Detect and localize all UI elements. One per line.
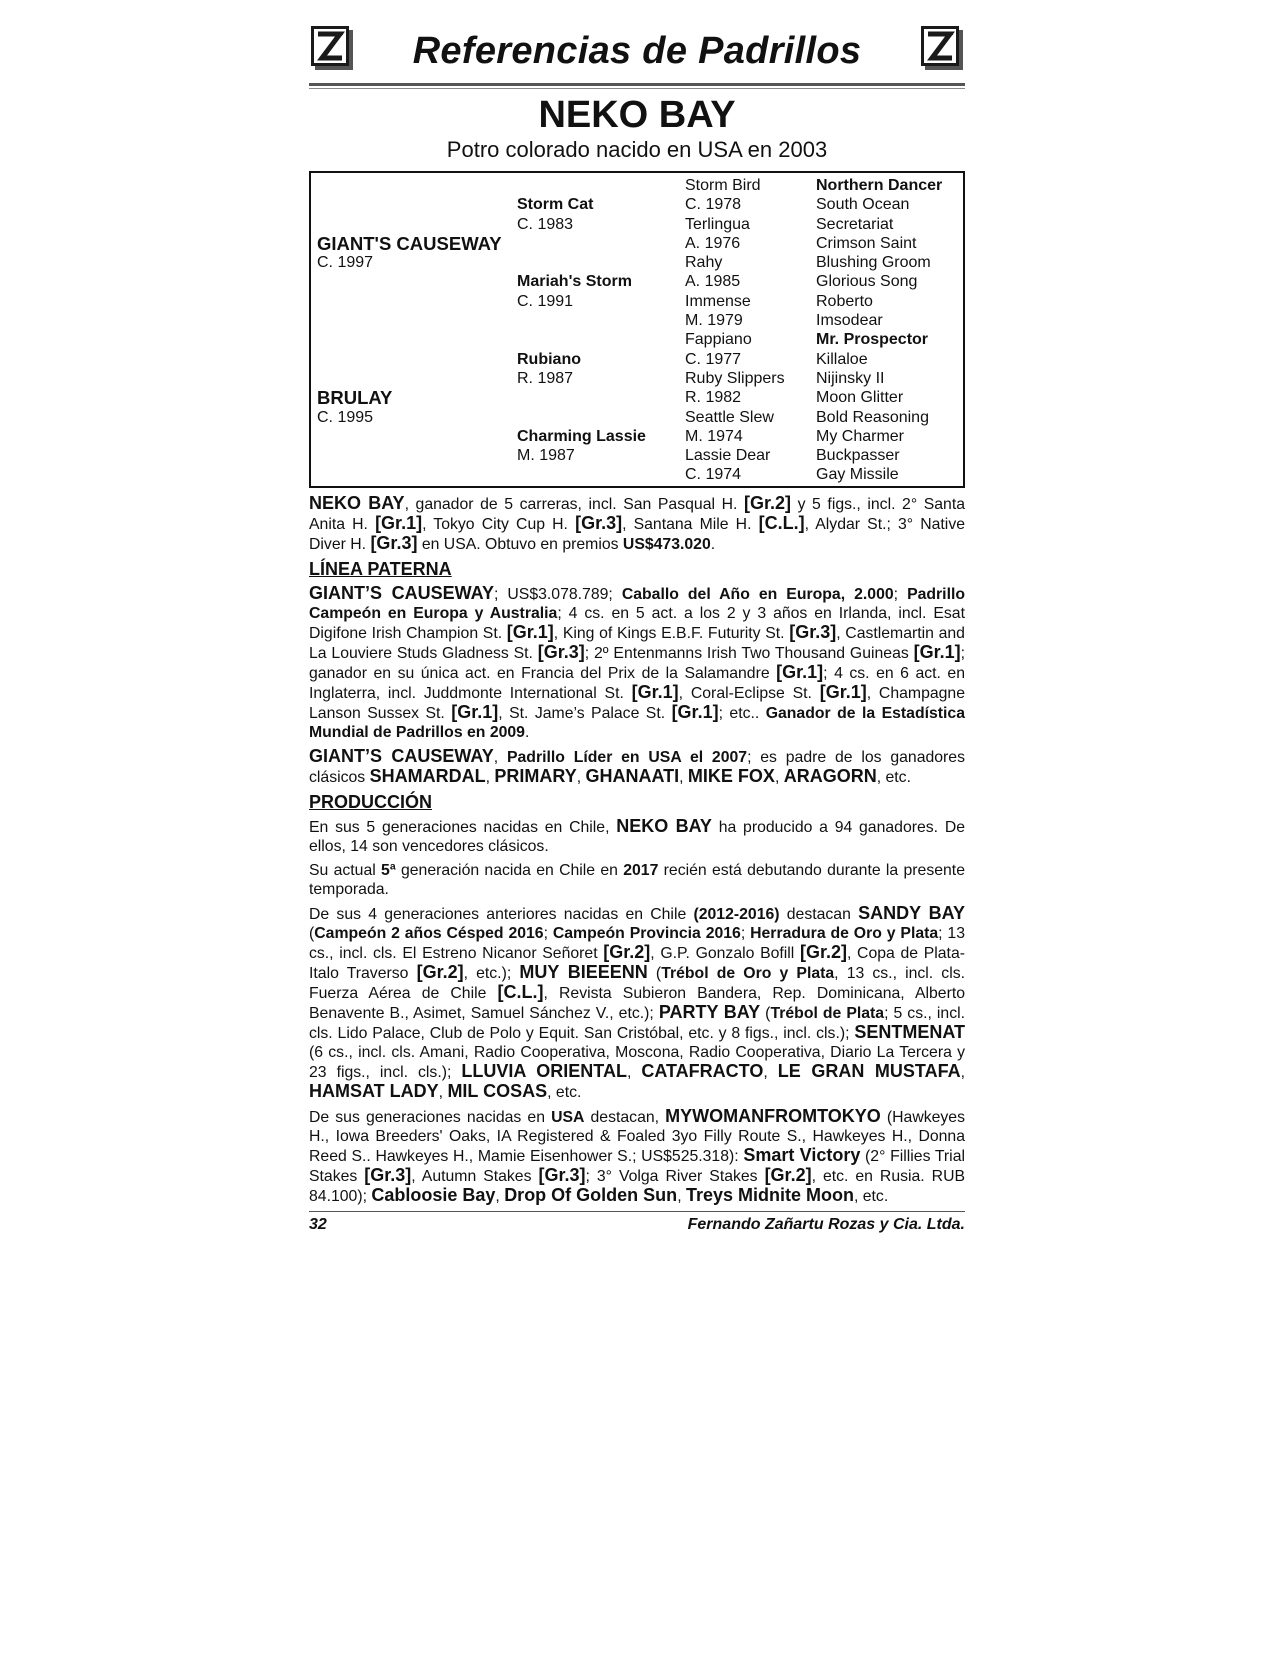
pedigree-cell: Storm Cat: [517, 196, 594, 214]
pedigree-cell: Imsodear: [816, 312, 883, 330]
pedigree-cell: [317, 330, 517, 349]
pedigree-cell: [317, 215, 517, 234]
publisher-name: Fernando Zañartu Rozas y Cia. Ltda.: [687, 1215, 965, 1233]
pedigree-cell: Charming Lassie: [517, 427, 646, 445]
pedigree-cell: Killaloe: [816, 350, 868, 368]
pedigree-cell: Gay Missile: [816, 466, 899, 484]
pedigree-cell: Seattle Slew: [685, 408, 774, 426]
header-divider-thin: [309, 88, 965, 89]
pedigree-row: [317, 388, 959, 407]
pedigree-cell: South Ocean: [816, 196, 910, 214]
pedigree-cell: C. 1974: [685, 466, 742, 484]
pedigree-row: [317, 253, 959, 272]
pedigree-cell: M. 1979: [685, 312, 743, 330]
pedigree-cell: [517, 408, 685, 427]
pedigree-cell: C. 1983: [517, 215, 574, 233]
pedigree-cell: Moon Glitter: [816, 389, 904, 407]
pedigree-cell: Lassie Dear: [685, 447, 771, 465]
produccion-paragraph: En sus 5 generaciones nacidas en Chile, NEKO BAY ha producido a 94 ganadores. De ellos, 14 son vencedores clásicos.: [309, 815, 966, 855]
pedigree-row: [317, 292, 959, 311]
pedigree-cell: [317, 465, 517, 484]
pedigree-row: [317, 234, 959, 253]
pedigree-cell: M. 1987: [517, 447, 575, 465]
produccion-paragraph: De sus 4 generaciones anteriores nacidas en Chile (2012-2016) destacan SANDY BAY (Campeón 2 años Césped 2016; Campeón Provincia 2016; Herradura de Oro y Plata; 13 cs., incl. cls. El Estreno Nicanor Señoret [Gr.2], G.P. Gonzalo Bofill [Gr.2], Copa de Plata-Italo Traverso [Gr.2], etc.); MUY BIEEENN (Trébol de Oro y Plata, 13 cs., incl. cls. Fuerza Aérea de Chile [C.L.], Revista Subieron Bandera, Rep. Dominicana, Alberto Benavente B., Asimet, Samuel Sánchez V., etc.); PARTY BAY (Trébol de Plata; 5 cs., incl. cls. Lido Palace, Club de Polo y Equit. San Cristóbal, etc. y 8 figs., incl. cls.); SENTMENAT (6 cs., incl. cls. Amani, Radio Cooperativa, Moscona, Radio Cooperativa, Diario La Tercera y 23 figs., incl. cls.); LLUVIA ORIENTAL, CATAFRACTO, LE GRAN MUSTAFA, HAMSAT LADY, MIL COSAS, etc.: [309, 902, 966, 1101]
pedigree-row: [317, 330, 959, 349]
pedigree-cell: Mariah's Storm: [517, 273, 632, 291]
pedigree-cell: [517, 465, 685, 484]
horse-name: NEKO BAY: [538, 94, 736, 136]
pedigree-cell: [317, 369, 517, 388]
pedigree-row: [317, 272, 959, 291]
pedigree-row: [317, 408, 959, 427]
pedigree-cell: My Charmer: [816, 427, 905, 445]
pedigree-cell: R. 1987: [517, 369, 574, 387]
pedigree-cell: [517, 311, 685, 330]
pedigree-cell: Mr. Prospector: [816, 331, 929, 349]
pedigree-row: [317, 427, 959, 446]
pedigree-cell: R. 1982: [685, 389, 742, 407]
produccion-paragraph: De sus generaciones nacidas en USA destacan, MYWOMANFROMTOKYO (Hawkeyes H., Iowa Breeders' Oaks, IA Registered & Foaled 3yo Filly Route S., Hawkeyes H., Donna Reed S.. Hawkeyes H., Mamie Eisenhower S.; US$525.318): Smart Victory (2° Fillies Trial Stakes [Gr.3], Autumn Stakes [Gr.3]; 3° Volga River Stakes [Gr.2], etc. en Rusia. RUB 84.100); Cabloosie Bay, Drop Of Golden Sun, Treys Midnite Moon, etc.: [309, 1105, 966, 1205]
pedigree-cell: C. 1995: [317, 408, 374, 426]
pedigree-cell: C. 1991: [517, 292, 574, 310]
header-divider: [309, 83, 965, 86]
pedigree-cell: Fappiano: [685, 331, 752, 349]
pedigree-cell: Blushing Groom: [816, 254, 931, 272]
pedigree-cell: Buckpasser: [816, 447, 900, 465]
pedigree-row: [317, 195, 959, 214]
page-number: 32: [309, 1215, 327, 1233]
pedigree-cell: [317, 176, 517, 195]
pedigree-cell: A. 1985: [685, 273, 741, 291]
paterna-paragraph: GIANT’S CAUSEWAY; US$3.078.789; Caballo del Año en Europa, 2.000; Padrillo Campeón en Europa y Australia; 4 cs. en 5 act. a los 2 y 3 años en Irlanda, incl. Esat Digifone Irish Champion St. [Gr.1], King of Kings E.B.F. Futurity St. [Gr.3], Castlemartin and La Louviere Studs Gladness St. [Gr.3]; 2º Entenmanns Irish Two Thousand Guineas [Gr.1]; ganador en su única act. en Francia del Prix de la Salamandre [Gr.1]; 4 cs. en 6 act. en Inglaterra, incl. Juddmonte International St. [Gr.1], Coral-Eclipse St. [Gr.1], Champagne Lanson Sussex St. [Gr.1], St. Jame’s Palace St. [Gr.1]; etc.. Ganador de la Estadística Mundial de Padrillos en 2009.: [309, 582, 966, 741]
pedigree-row: [317, 446, 959, 465]
pedigree-row: [317, 369, 959, 388]
pedigree-row: [317, 215, 959, 234]
pedigree-cell: Secretariat: [816, 215, 894, 233]
pedigree-cell: [517, 388, 685, 407]
pedigree-cell: C. 1997: [317, 254, 374, 272]
article-body: [309, 494, 965, 1206]
pedigree-cell: Northern Dancer: [816, 177, 943, 194]
pedigree-cell: Crimson Saint: [816, 234, 917, 252]
pedigree-cell: [317, 292, 517, 311]
page-title: Referencias de Padrillos: [412, 30, 862, 72]
pedigree-cell: C. 1978: [685, 196, 742, 214]
pedigree-cell: [317, 446, 517, 465]
pedigree-cell: Nijinsky II: [816, 369, 885, 387]
pedigree-cell: A. 1976: [685, 234, 741, 252]
pedigree-row: [317, 311, 959, 330]
pedigree-cell: Rubiano: [517, 350, 581, 368]
produccion-paragraph: Su actual 5ª generación nacida en Chile en 2017 recién está debutando durante la presente temporada.: [309, 861, 965, 898]
section-heading-paterna: LÍNEA PATERNA: [309, 558, 452, 579]
pedigree-row: [317, 350, 959, 369]
pedigree-cell: [517, 176, 685, 195]
pedigree-cell: Rahy: [685, 254, 723, 272]
pedigree-cell: M. 1974: [685, 427, 743, 445]
pedigree-row: [317, 176, 959, 195]
summary-paragraph: NEKO BAY, ganador de 5 carreras, incl. San Pasqual H. [Gr.2] y 5 figs., incl. 2° Santa Anita H. [Gr.1], Tokyo City Cup H. [Gr.3], Santana Mile H. [C.L.], Alydar St.; 3° Native Diver H. [Gr.3] en USA. Obtuvo en premios US$473.020.: [309, 492, 966, 553]
brand-logo-icon: [919, 24, 965, 72]
pedigree-cell: Bold Reasoning: [816, 408, 929, 426]
page-header: [309, 22, 965, 80]
pedigree-cell: [517, 330, 685, 349]
page: [309, 22, 965, 1234]
section-heading-produccion: PRODUCCIÓN: [309, 791, 433, 812]
pedigree-cell: Storm Bird: [685, 177, 761, 194]
pedigree-cell: [317, 427, 517, 446]
pedigree-cell: Terlingua: [685, 215, 750, 233]
pedigree-cell: Glorious Song: [816, 273, 918, 291]
pedigree-cell: [317, 350, 517, 369]
pedigree-cell: [317, 272, 517, 291]
pedigree-cell: [517, 234, 685, 253]
pedigree-cell: [517, 253, 685, 272]
pedigree-cell: Ruby Slippers: [685, 369, 785, 387]
paterna-paragraph: GIANT’S CAUSEWAY, Padrillo Líder en USA el 2007; es padre de los ganadores clásicos SHAMARDAL, PRIMARY, GHANAATI, MIKE FOX, ARAGORN, etc.: [309, 745, 965, 786]
pedigree-cell: [317, 195, 517, 214]
page-footer: [309, 1216, 965, 1234]
pedigree-row: [317, 465, 959, 484]
pedigree-table: [309, 171, 965, 488]
pedigree-cell: Immense: [685, 292, 751, 310]
pedigree-cell: [317, 311, 517, 330]
pedigree-cell: C. 1977: [685, 350, 742, 368]
pedigree-cell: GIANT'S CAUSEWAY: [317, 232, 502, 254]
pedigree-cell: BRULAY: [317, 387, 393, 409]
horse-description: Potro colorado nacido en USA en 2003: [446, 137, 828, 162]
footer-divider: [309, 1211, 965, 1212]
pedigree-cell: Roberto: [816, 292, 873, 310]
